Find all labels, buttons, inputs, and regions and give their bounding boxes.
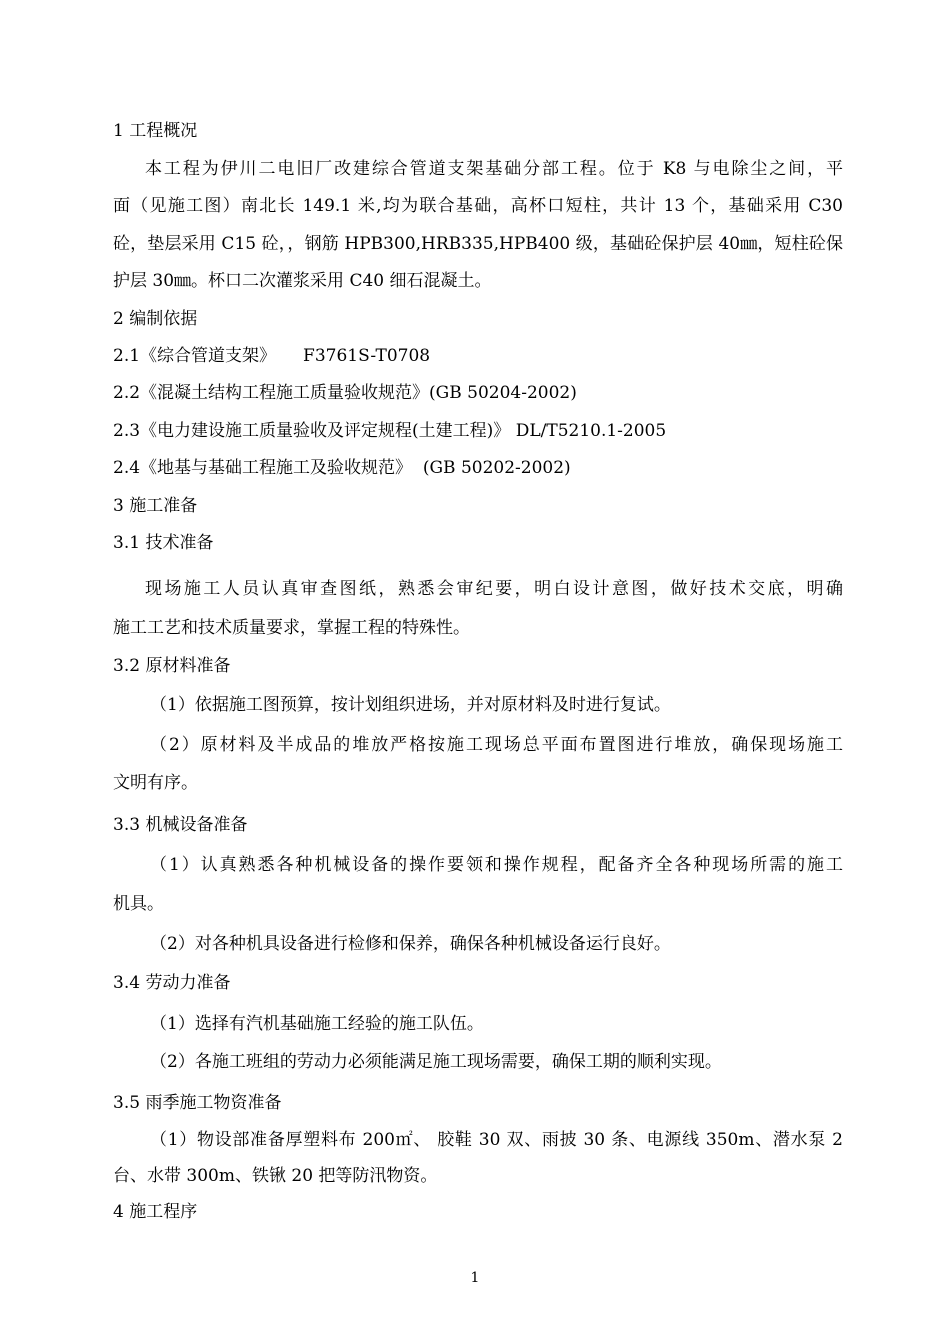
section-heading-1: 1 工程概况 bbox=[113, 121, 198, 141]
labor-item-2: （2）各施工班组的劳动力必须能满足施工现场需要，确保工期的顺利实现。 bbox=[150, 1052, 722, 1072]
equipment-item-1-line-2: 机具。 bbox=[113, 894, 164, 914]
overview-paragraph-line-1: 本工程为伊川二电旧厂改建综合管道支架基础分部工程。位于 K8 与电除尘之间，平 bbox=[145, 159, 843, 179]
technical-prep-line-1: 现场施工人员认真审查图纸，熟悉会审纪要，明白设计意图，做好技术交底，明确 bbox=[145, 579, 843, 599]
overview-paragraph-line-3: 砼，垫层采用 C15 砼，，钢筋 HPB300,HRB335,HPB400 级，基础砼保护层 40㎜，短柱砼保 bbox=[113, 234, 843, 254]
equipment-item-1-line-1: （1）认真熟悉各种机械设备的操作要领和操作规程，配备齐全各种现场所需的施工 bbox=[150, 855, 843, 875]
subsection-heading-3-2: 3.2 原材料准备 bbox=[113, 656, 231, 676]
subsection-heading-3-1: 3.1 技术准备 bbox=[113, 533, 214, 553]
reference-2-4: 2.4《地基与基础工程施工及验收规范》 (GB 50202-2002) bbox=[113, 458, 571, 478]
labor-item-1: （1）选择有汽机基础施工经验的施工队伍。 bbox=[150, 1014, 484, 1034]
subsection-heading-3-4: 3.4 劳动力准备 bbox=[113, 973, 231, 993]
reference-2-2: 2.2《混凝土结构工程施工质量验收规范》(GB 50204-2002) bbox=[113, 383, 577, 403]
materials-item-2-line-2: 文明有序。 bbox=[113, 773, 198, 793]
materials-item-2-line-1: （2）原材料及半成品的堆放严格按施工现场总平面布置图进行堆放，确保现场施工 bbox=[150, 735, 843, 755]
reference-2-1: 2.1《综合管道支架》 F3761S-T0708 bbox=[113, 346, 431, 366]
section-heading-2: 2 编制依据 bbox=[113, 309, 198, 329]
section-heading-3: 3 施工准备 bbox=[113, 496, 198, 516]
overview-paragraph-line-2: 面（见施工图）南北长 149.1 米,均为联合基础，高杯口短柱，共计 13 个，基础采用 C30 bbox=[113, 196, 843, 216]
page-number: 1 bbox=[470, 1270, 480, 1286]
subsection-heading-3-5: 3.5 雨季施工物资准备 bbox=[113, 1093, 282, 1113]
subsection-heading-3-3: 3.3 机械设备准备 bbox=[113, 815, 248, 835]
rainy-season-item-1-line-2: 台、水带 300m、铁锹 20 把等防汛物资。 bbox=[113, 1166, 438, 1186]
overview-paragraph-line-4: 护层 30㎜。杯口二次灌浆采用 C40 细石混凝土。 bbox=[113, 271, 492, 291]
rainy-season-item-1-line-1: （1）物设部准备厚塑料布 200㎡、 胶鞋 30 双、雨披 30 条、电源线 350m、潜水泵 2 bbox=[150, 1130, 843, 1150]
technical-prep-line-2: 施工工艺和技术质量要求，掌握工程的特殊性。 bbox=[113, 618, 470, 638]
equipment-item-2: （2）对各种机具设备进行检修和保养，确保各种机械设备运行良好。 bbox=[150, 934, 671, 954]
reference-2-3: 2.3《电力建设施工质量验收及评定规程(土建工程)》 DL/T5210.1-2005 bbox=[113, 421, 667, 441]
section-heading-4: 4 施工程序 bbox=[113, 1202, 198, 1222]
materials-item-1: （1）依据施工图预算，按计划组织进场，并对原材料及时进行复试。 bbox=[150, 695, 671, 715]
